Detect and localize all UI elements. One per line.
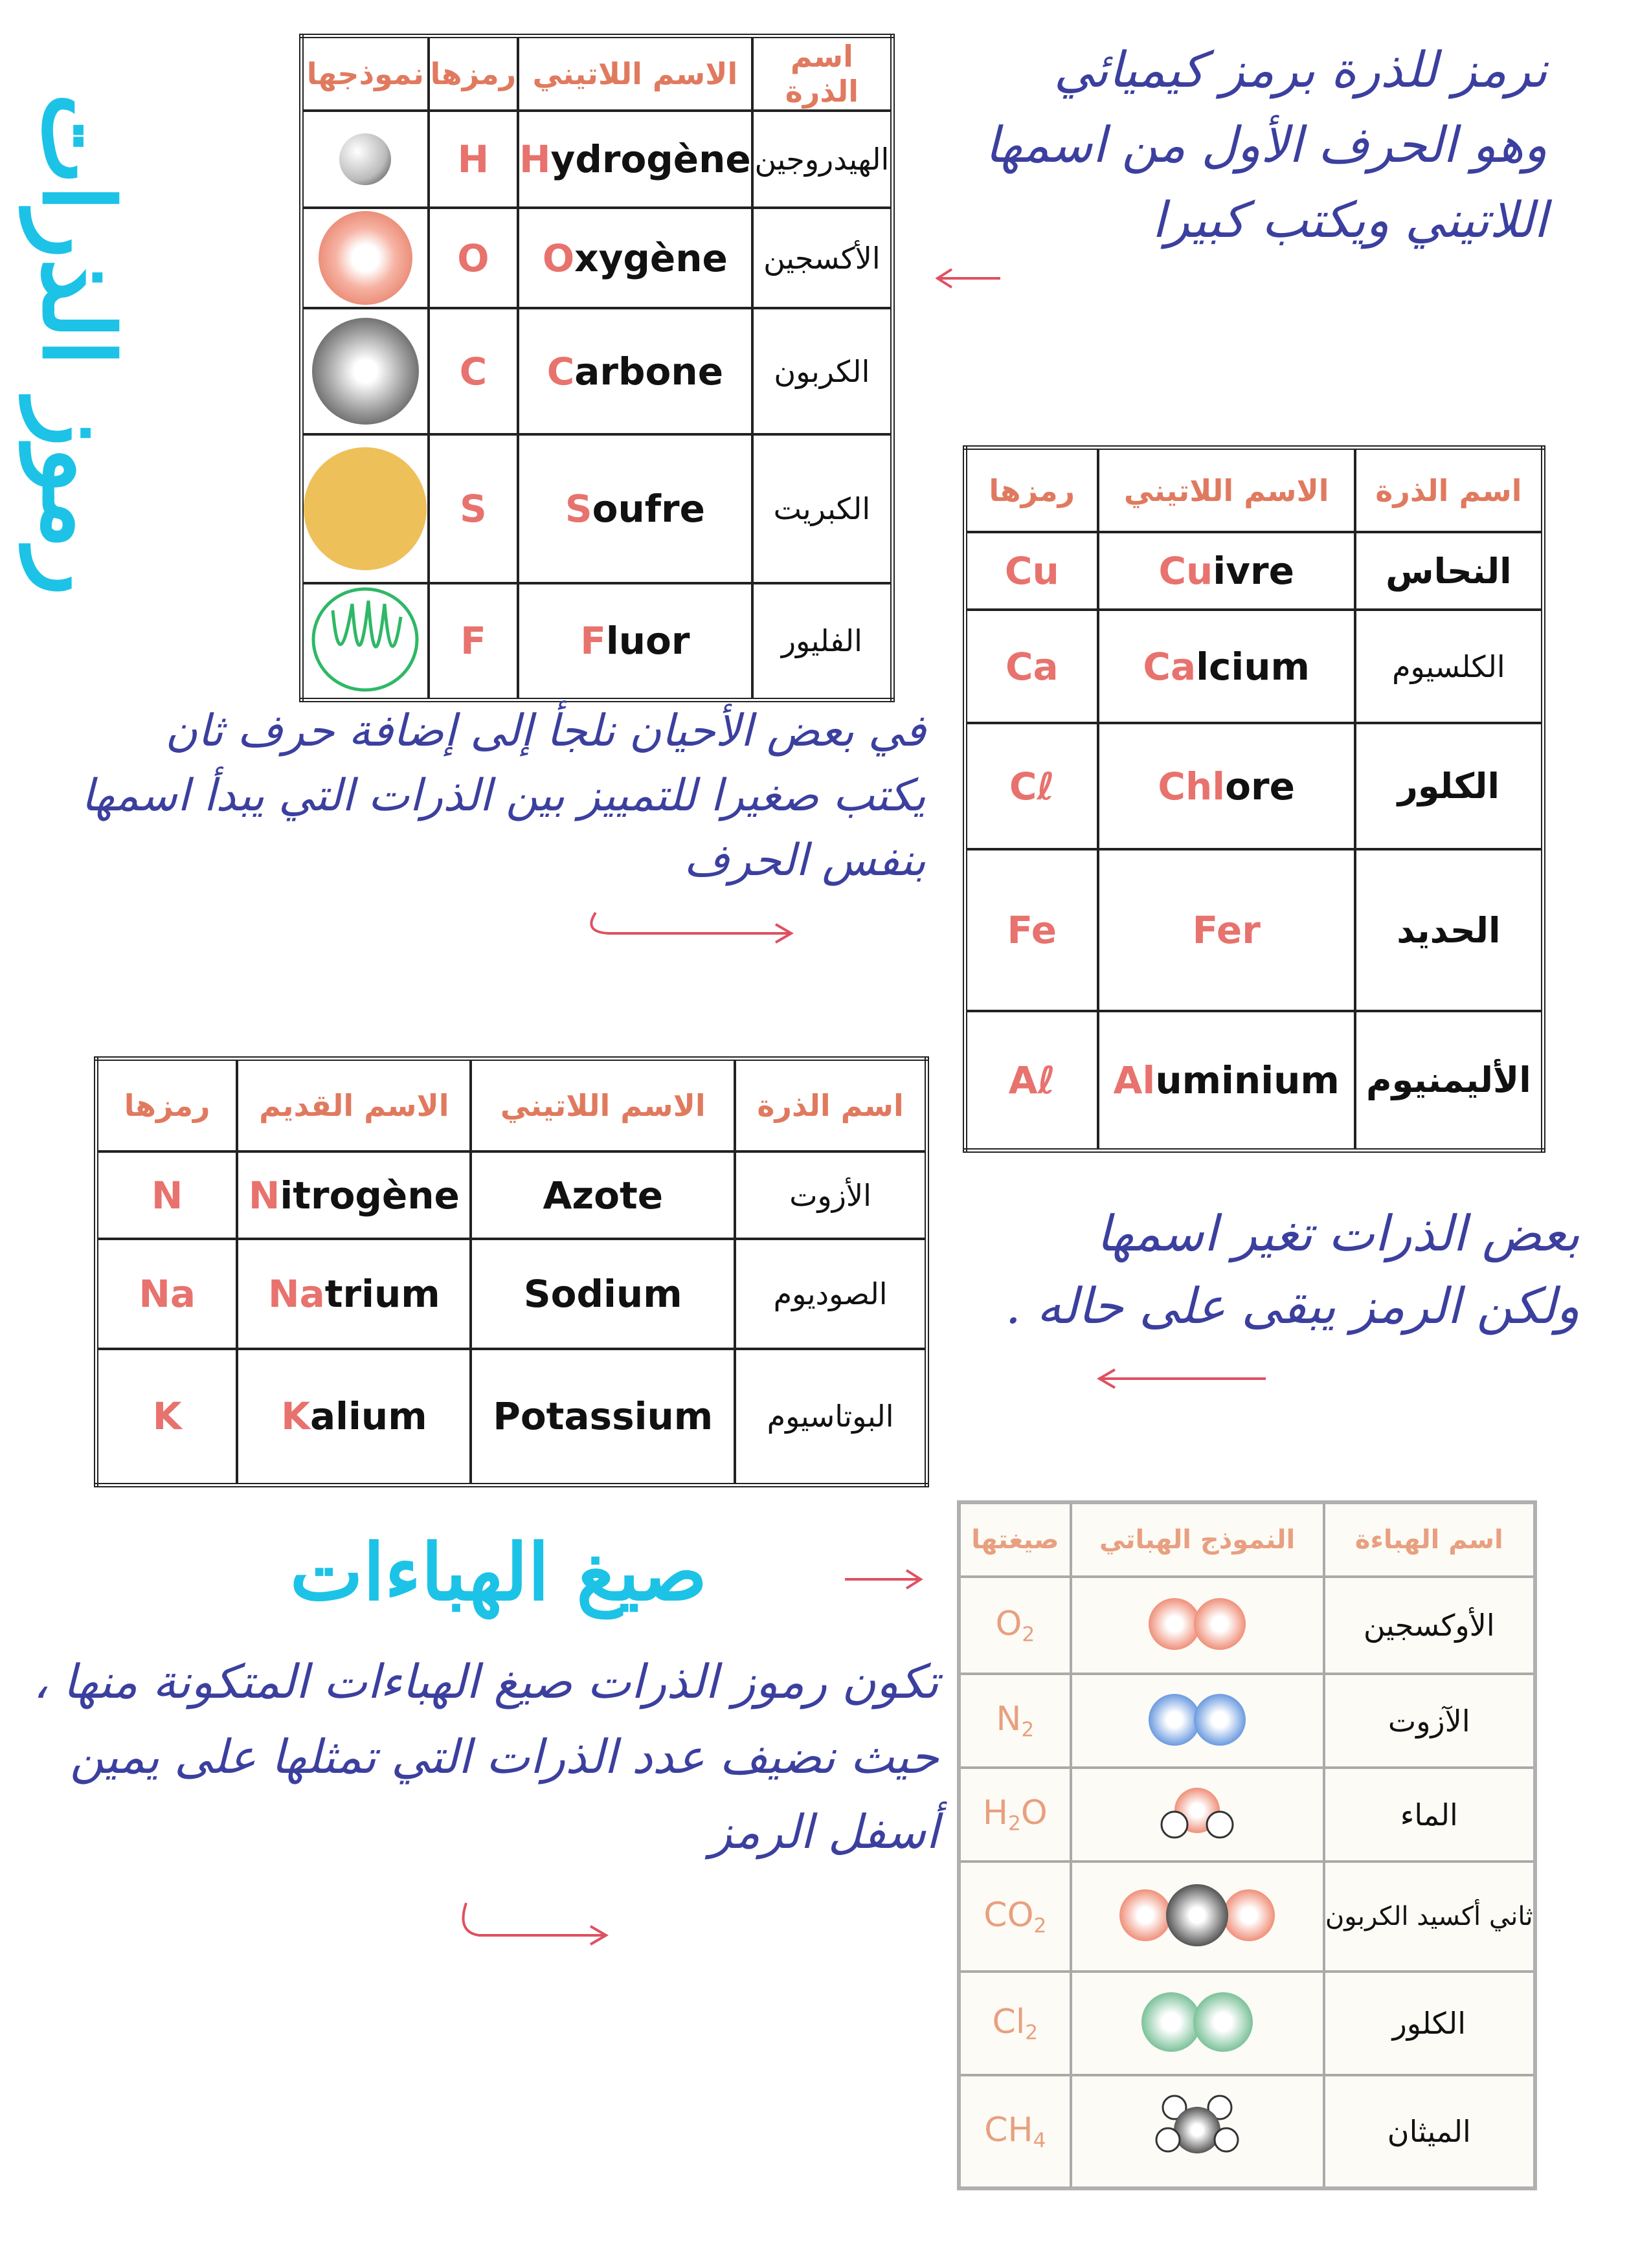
- table-row: [965, 1011, 1544, 1150]
- header-atom-name: اسم الذرة: [735, 1059, 927, 1152]
- atom-model: [302, 111, 429, 208]
- header-symbol: رمزها: [965, 448, 1098, 533]
- atom-symbol: Aℓ: [965, 1011, 1098, 1150]
- atoms-table: [299, 34, 895, 702]
- table-row: [965, 610, 1544, 723]
- molecule-name: الكلور: [1324, 1972, 1535, 2075]
- table-row: [959, 2075, 1535, 2188]
- table-row: [96, 1349, 927, 1485]
- molecule-formula: $O_2$: [959, 1577, 1071, 1674]
- note-old-name: بعض الذرات تغير اسمها ولكن الرمز يبقى على حاله .: [1005, 1205, 1580, 1335]
- latin-name: Sodium: [471, 1239, 735, 1349]
- header-formula: صيغتها: [959, 1502, 1071, 1577]
- chlorine-molecule-model: [1132, 1990, 1262, 2054]
- old-name: Natrium: [237, 1239, 471, 1349]
- atom-name: الكلور: [1355, 723, 1544, 849]
- old-name: Nitrogène: [237, 1151, 471, 1239]
- table-row: [302, 308, 893, 434]
- atom-symbol: Cℓ: [965, 723, 1098, 849]
- old-name: Kalium: [237, 1349, 471, 1485]
- atom-symbol: Cu: [965, 532, 1098, 610]
- header-atom-name: اسم الذرة: [1355, 448, 1544, 533]
- atom-model: [302, 208, 429, 308]
- oxygen-atom-ball: [319, 211, 412, 305]
- molecules-table: [957, 1500, 1537, 2190]
- atom-name: البوتاسيوم: [735, 1349, 927, 1485]
- arrow-icon: [842, 1566, 926, 1592]
- molecule-formula: $CH_4$: [959, 2075, 1071, 2188]
- molecule-name: الآزوت: [1324, 1674, 1535, 1768]
- atom-name: الحديد: [1355, 849, 1544, 1011]
- old-names-table: [94, 1056, 929, 1487]
- molecule-model: [1071, 2075, 1324, 2188]
- latin-name: Calcium: [1098, 610, 1355, 723]
- table-row: [959, 1862, 1535, 1972]
- header-latin-name: الاسم اللاتيني: [471, 1059, 735, 1152]
- table-row: [96, 1151, 927, 1239]
- molecule-name: الميثان: [1324, 2075, 1535, 2188]
- atom-symbol: K: [96, 1349, 238, 1485]
- table-header-row: [302, 36, 893, 111]
- molecule-name: الماء: [1324, 1768, 1535, 1862]
- table-row: [302, 111, 893, 208]
- table-header-row: [959, 1502, 1535, 1577]
- table-row: [959, 1768, 1535, 1862]
- atom-name: الكلسيوم: [1355, 610, 1544, 723]
- sulfur-atom-ball: [304, 447, 427, 570]
- atom-symbol: H: [429, 111, 518, 208]
- table-row: [965, 849, 1544, 1011]
- table-header-row: [96, 1059, 927, 1152]
- table-row: [959, 1674, 1535, 1768]
- molecule-model: [1071, 1768, 1324, 1862]
- arrow-icon: [583, 906, 803, 945]
- molecule-formula: $CO_2$: [959, 1862, 1071, 1972]
- atom-name: الكبريت: [752, 434, 893, 583]
- table-row: [302, 208, 893, 308]
- header-molecular-model: النموذج الهباتي: [1071, 1502, 1324, 1577]
- note-symbol: نرمز للذرة برمز كيميائي وهو الحرف الأول من اسمها اللاتيني ويكتب كبيرا: [985, 41, 1547, 249]
- latin-name: Aluminium: [1098, 1011, 1355, 1150]
- atom-model: [302, 434, 429, 583]
- molecule-name: الأوكسجين: [1324, 1577, 1535, 1674]
- side-title: رموز الذرات: [21, 93, 135, 595]
- header-atom-name: اسم الذرة: [752, 36, 893, 111]
- atom-name: الأزوت: [735, 1151, 927, 1239]
- atom-symbol: Fe: [965, 849, 1098, 1011]
- note-formulas: تكون رموز الذرات صيغ الهباءات المتكونة منها ، حيث نضيف عدد الذرات التي تمثلها على يمين أسفل الرمز: [33, 1654, 939, 1859]
- arrow-icon: [453, 1896, 615, 1948]
- hydrogen-atom-ball: [339, 133, 391, 185]
- molecule-formula: $Cl_2$: [959, 1972, 1071, 2075]
- header-latin-name: الاسم اللاتيني: [518, 36, 752, 111]
- atom-name: الأليمنيوم: [1355, 1011, 1544, 1150]
- molecule-model: [1071, 1674, 1324, 1768]
- header-symbol: رمزها: [96, 1059, 238, 1152]
- latin-name: Oxygène: [518, 208, 752, 308]
- latin-name: Chlore: [1098, 723, 1355, 849]
- table-row: [965, 723, 1544, 849]
- molecule-name: ثاني أكسيد الكربون: [1324, 1862, 1535, 1972]
- latin-name: Cuivre: [1098, 532, 1355, 610]
- water-molecule-model: [1139, 1784, 1255, 1843]
- table-row: [965, 532, 1544, 610]
- atom-name: الكربون: [752, 308, 893, 434]
- header-molecule-name: اسم الهباءة: [1324, 1502, 1535, 1577]
- molecule-model: [1071, 1972, 1324, 2075]
- fluorine-atom-scribble: [307, 584, 423, 695]
- arrow-icon: [1094, 1366, 1269, 1392]
- latin-name: Soufre: [518, 434, 752, 583]
- table-row: [96, 1239, 927, 1349]
- symbols-two-letter-table: [963, 445, 1545, 1153]
- atom-symbol: C: [429, 308, 518, 434]
- atom-name: الفليور: [752, 583, 893, 700]
- header-symbol: رمزها: [429, 36, 518, 111]
- latin-name: Potassium: [471, 1349, 735, 1485]
- atom-symbol: S: [429, 434, 518, 583]
- atom-symbol: Ca: [965, 610, 1098, 723]
- atom-symbol: F: [429, 583, 518, 700]
- atom-model: [302, 308, 429, 434]
- table-row: [959, 1577, 1535, 1674]
- table-row: [302, 434, 893, 583]
- note-second-letter: في بعض الأحيان نلجأ إلى إضافة حرف ثان يكتب صغيرا للتمييز بين الذرات التي يبدأ اسمها بنفس الحرف: [81, 706, 926, 886]
- formulas-title: صيغ الهباءات: [289, 1527, 708, 1618]
- header-model: نموذجها: [302, 36, 429, 111]
- carbon-atom-ball: [312, 318, 419, 425]
- atom-symbol: N: [96, 1151, 238, 1239]
- molecule-model: [1071, 1577, 1324, 1674]
- molecule-formula: $N_2$: [959, 1674, 1071, 1768]
- atom-symbol: O: [429, 208, 518, 308]
- methane-molecule-model: [1145, 2088, 1249, 2172]
- latin-name: Azote: [471, 1151, 735, 1239]
- latin-name: Hydrogène: [518, 111, 752, 208]
- atom-model: [302, 583, 429, 700]
- atom-name: النحاس: [1355, 532, 1544, 610]
- latin-name: Fluor: [518, 583, 752, 700]
- latin-name: Carbone: [518, 308, 752, 434]
- table-row: [302, 583, 893, 700]
- molecule-formula: $H_2O$: [959, 1768, 1071, 1862]
- atom-name: الهيدروجين: [752, 111, 893, 208]
- molecule-model: [1071, 1862, 1324, 1972]
- latin-name: Fer: [1098, 849, 1355, 1011]
- table-row: [959, 1972, 1535, 2075]
- header-old-name: الاسم القديم: [237, 1059, 471, 1152]
- arrow-icon: [932, 265, 1004, 291]
- nitrogen-molecule-model: [1139, 1691, 1255, 1749]
- atom-name: الصوديوم: [735, 1239, 927, 1349]
- atom-symbol: Na: [96, 1239, 238, 1349]
- table-header-row: [965, 448, 1544, 533]
- carbon-dioxide-molecule-model: [1113, 1883, 1281, 1948]
- oxygen-molecule-model: [1139, 1595, 1255, 1653]
- atom-name: الأكسجين: [752, 208, 893, 308]
- header-latin-name: الاسم اللاتيني: [1098, 448, 1355, 533]
